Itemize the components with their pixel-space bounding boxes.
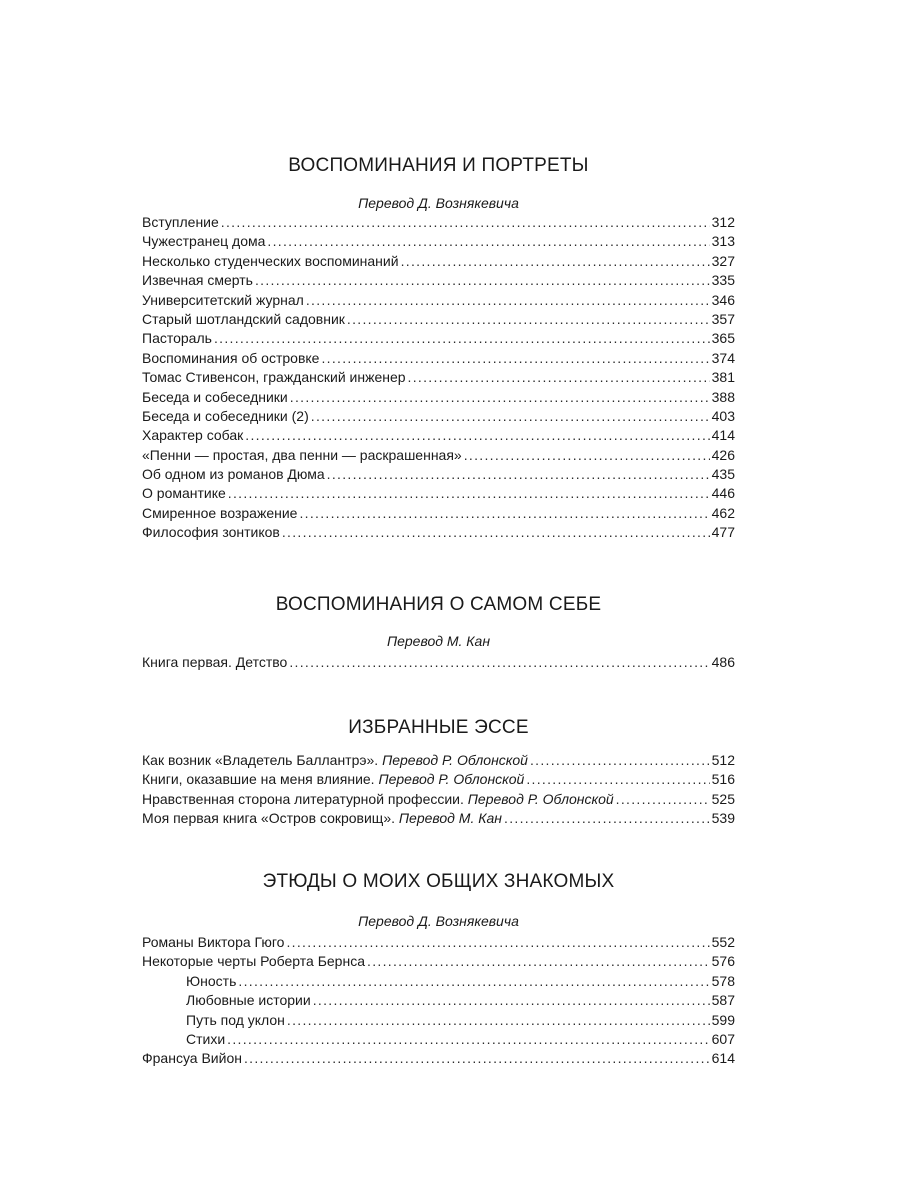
entry-title: Об одном из романов Дюма	[142, 466, 325, 483]
leader-dots	[299, 504, 709, 523]
entry-title: Томас Стивенсон, гражданский инженер	[142, 369, 406, 386]
entry-title: Как возник «Владетель Баллантрэ».	[142, 752, 379, 768]
toc-entry	[142, 388, 735, 407]
entry-page: 525	[711, 790, 735, 807]
toc-entry	[142, 407, 735, 426]
entry-page: 607	[711, 1030, 735, 1047]
toc-entry	[142, 310, 735, 329]
section-title: ВОСПОМИНАНИЯ О САМОМ СЕБЕ	[275, 594, 602, 615]
entry-title: Книга первая. Детство	[142, 654, 288, 670]
entry-page: 435	[711, 466, 735, 483]
leader-dots	[286, 933, 709, 952]
toc-entry	[142, 446, 735, 465]
leader-dots	[227, 1030, 709, 1049]
leader-dots	[306, 291, 710, 310]
entry-page: 576	[711, 953, 735, 970]
leader-dots	[267, 232, 709, 251]
toc-entry	[142, 933, 735, 952]
entry-title: Любовные истории	[186, 992, 311, 1009]
leader-dots	[289, 653, 709, 672]
toc-entry	[142, 504, 735, 523]
toc-subentry	[142, 1011, 735, 1030]
leader-dots	[245, 426, 709, 445]
leader-dots	[290, 388, 710, 407]
toc-entry	[142, 368, 735, 387]
leader-dots	[321, 349, 709, 368]
entry-title: Чужестранец дома	[142, 233, 266, 250]
section-translator: Перевод Д. Вознякевича	[358, 195, 519, 211]
toc-section-studies-of-acquaintances	[142, 869, 735, 1069]
toc-entry	[142, 329, 735, 348]
entry-page: 539	[711, 810, 735, 827]
toc-entries	[142, 751, 735, 829]
entry-page: 552	[711, 934, 735, 950]
toc-entry	[142, 790, 735, 809]
entry-page: 312	[711, 214, 735, 230]
entry-title: Романы Виктора Гюго	[142, 934, 285, 950]
toc-entry	[142, 426, 735, 445]
entry-title: Франсуа Вийон	[142, 1050, 242, 1067]
toc-entry	[142, 465, 735, 484]
leader-dots	[367, 952, 710, 971]
toc-section-memories-portraits	[142, 153, 735, 543]
entry-title: Книги, оказавшие на меня влияние.	[142, 771, 375, 788]
entry-title: Университетский журнал	[142, 291, 304, 308]
leader-dots	[228, 484, 710, 503]
leader-dots	[221, 213, 710, 232]
entry-title: Беседа и собеседники	[142, 388, 288, 405]
section-title: ВОСПОМИНАНИЯ И ПОРТРЕТЫ	[288, 155, 589, 176]
entry-page: 477	[711, 524, 735, 541]
entry-translator: Перевод М. Кан	[398, 810, 502, 827]
toc-entries	[142, 213, 735, 543]
entry-page: 327	[711, 252, 735, 269]
leader-dots	[244, 1049, 710, 1068]
entry-page: 414	[711, 427, 735, 444]
entry-title: Характер собак	[142, 427, 244, 444]
leader-dots	[526, 770, 709, 789]
entry-page: 357	[711, 310, 735, 327]
leader-dots	[401, 252, 710, 271]
entry-page: 578	[711, 972, 735, 989]
section-translator: Перевод М. Кан	[386, 633, 491, 649]
toc-entry	[142, 213, 735, 232]
entry-page: 381	[711, 369, 735, 386]
leader-dots	[214, 329, 710, 348]
leader-dots	[327, 465, 710, 484]
toc-section-selected-essays	[142, 715, 735, 829]
entry-title: «Пенни — простая, два пенни — раскрашенная»	[142, 446, 462, 463]
toc-entry	[142, 751, 735, 770]
leader-dots	[408, 368, 710, 387]
toc-section-memories-of-self	[142, 592, 735, 672]
toc-subentry	[142, 1030, 735, 1049]
entry-title: Моя первая книга «Остров сокровищ».	[142, 810, 395, 827]
entry-title: Вступление	[142, 214, 219, 230]
toc-entry	[142, 1049, 735, 1068]
toc-subentry	[142, 991, 735, 1010]
entry-title: Юность	[186, 972, 237, 989]
entry-page: 516	[711, 771, 735, 788]
toc-entry	[142, 952, 735, 971]
leader-dots	[311, 407, 710, 426]
leader-dots	[464, 446, 710, 465]
entry-page: 374	[711, 349, 735, 366]
entry-title: Смиренное возражение	[142, 504, 298, 521]
leader-dots	[313, 991, 710, 1010]
toc-entry	[142, 770, 735, 789]
section-title: ЭТЮДЫ О МОИХ ОБЩИХ ЗНАКОМЫХ	[262, 871, 615, 892]
toc-entry	[142, 291, 735, 310]
leader-dots	[616, 790, 710, 809]
entry-title: Извечная смерть	[142, 272, 253, 289]
entry-page: 614	[711, 1050, 735, 1067]
section-translator: Перевод Д. Вознякевича	[358, 913, 519, 929]
leader-dots	[347, 310, 710, 329]
toc-entry	[142, 653, 735, 672]
entry-title: Некоторые черты Роберта Бернса	[142, 953, 365, 970]
entry-page: 587	[711, 992, 735, 1009]
leader-dots	[255, 271, 710, 290]
entry-page: 313	[711, 233, 735, 250]
entry-page: 346	[711, 291, 735, 308]
leader-dots	[530, 751, 710, 770]
entry-title: Несколько студенческих воспоминаний	[142, 252, 399, 269]
entry-title: Воспоминания об островке	[142, 349, 320, 366]
entry-page: 365	[711, 330, 735, 347]
entry-page: 599	[711, 1011, 735, 1028]
toc-entries	[142, 653, 735, 672]
entry-translator: Перевод Р. Облонской	[378, 771, 525, 788]
entry-page: 486	[711, 654, 735, 670]
toc-entry	[142, 252, 735, 271]
leader-dots	[282, 523, 710, 542]
entry-translator: Перевод Р. Облонской	[382, 752, 528, 768]
leader-dots	[504, 809, 710, 828]
section-title: ИЗБРАННЫЕ ЭССЕ	[348, 717, 529, 738]
entry-translator: Перевод Р. Облонской	[467, 790, 614, 807]
leader-dots	[287, 1011, 710, 1030]
entry-title: Нравственная сторона литературной профессии.	[142, 790, 464, 807]
toc-entry	[142, 232, 735, 251]
entry-title: Старый шотландский садовник	[142, 310, 345, 327]
entry-page: 512	[711, 752, 735, 768]
leader-dots	[238, 972, 709, 991]
entry-title: Стихи	[186, 1030, 226, 1047]
entry-page: 335	[711, 272, 735, 289]
entry-title: Пастораль	[142, 330, 212, 347]
toc-subentry	[142, 972, 735, 991]
entry-title: Путь под уклон	[186, 1011, 285, 1028]
entry-page: 403	[711, 407, 735, 424]
toc-entry	[142, 484, 735, 503]
entry-page: 462	[711, 504, 735, 521]
toc-entry	[142, 349, 735, 368]
entry-page: 388	[711, 388, 735, 405]
entry-title: Беседа и собеседники (2)	[142, 407, 309, 424]
toc-entry	[142, 271, 735, 290]
entry-page: 426	[711, 446, 735, 463]
toc-entry	[142, 809, 735, 828]
entry-page: 446	[711, 485, 735, 502]
entry-title: О романтике	[142, 485, 226, 502]
entry-title: Философия зонтиков	[142, 524, 280, 541]
toc-entry	[142, 523, 735, 542]
toc-entries	[142, 933, 735, 1069]
